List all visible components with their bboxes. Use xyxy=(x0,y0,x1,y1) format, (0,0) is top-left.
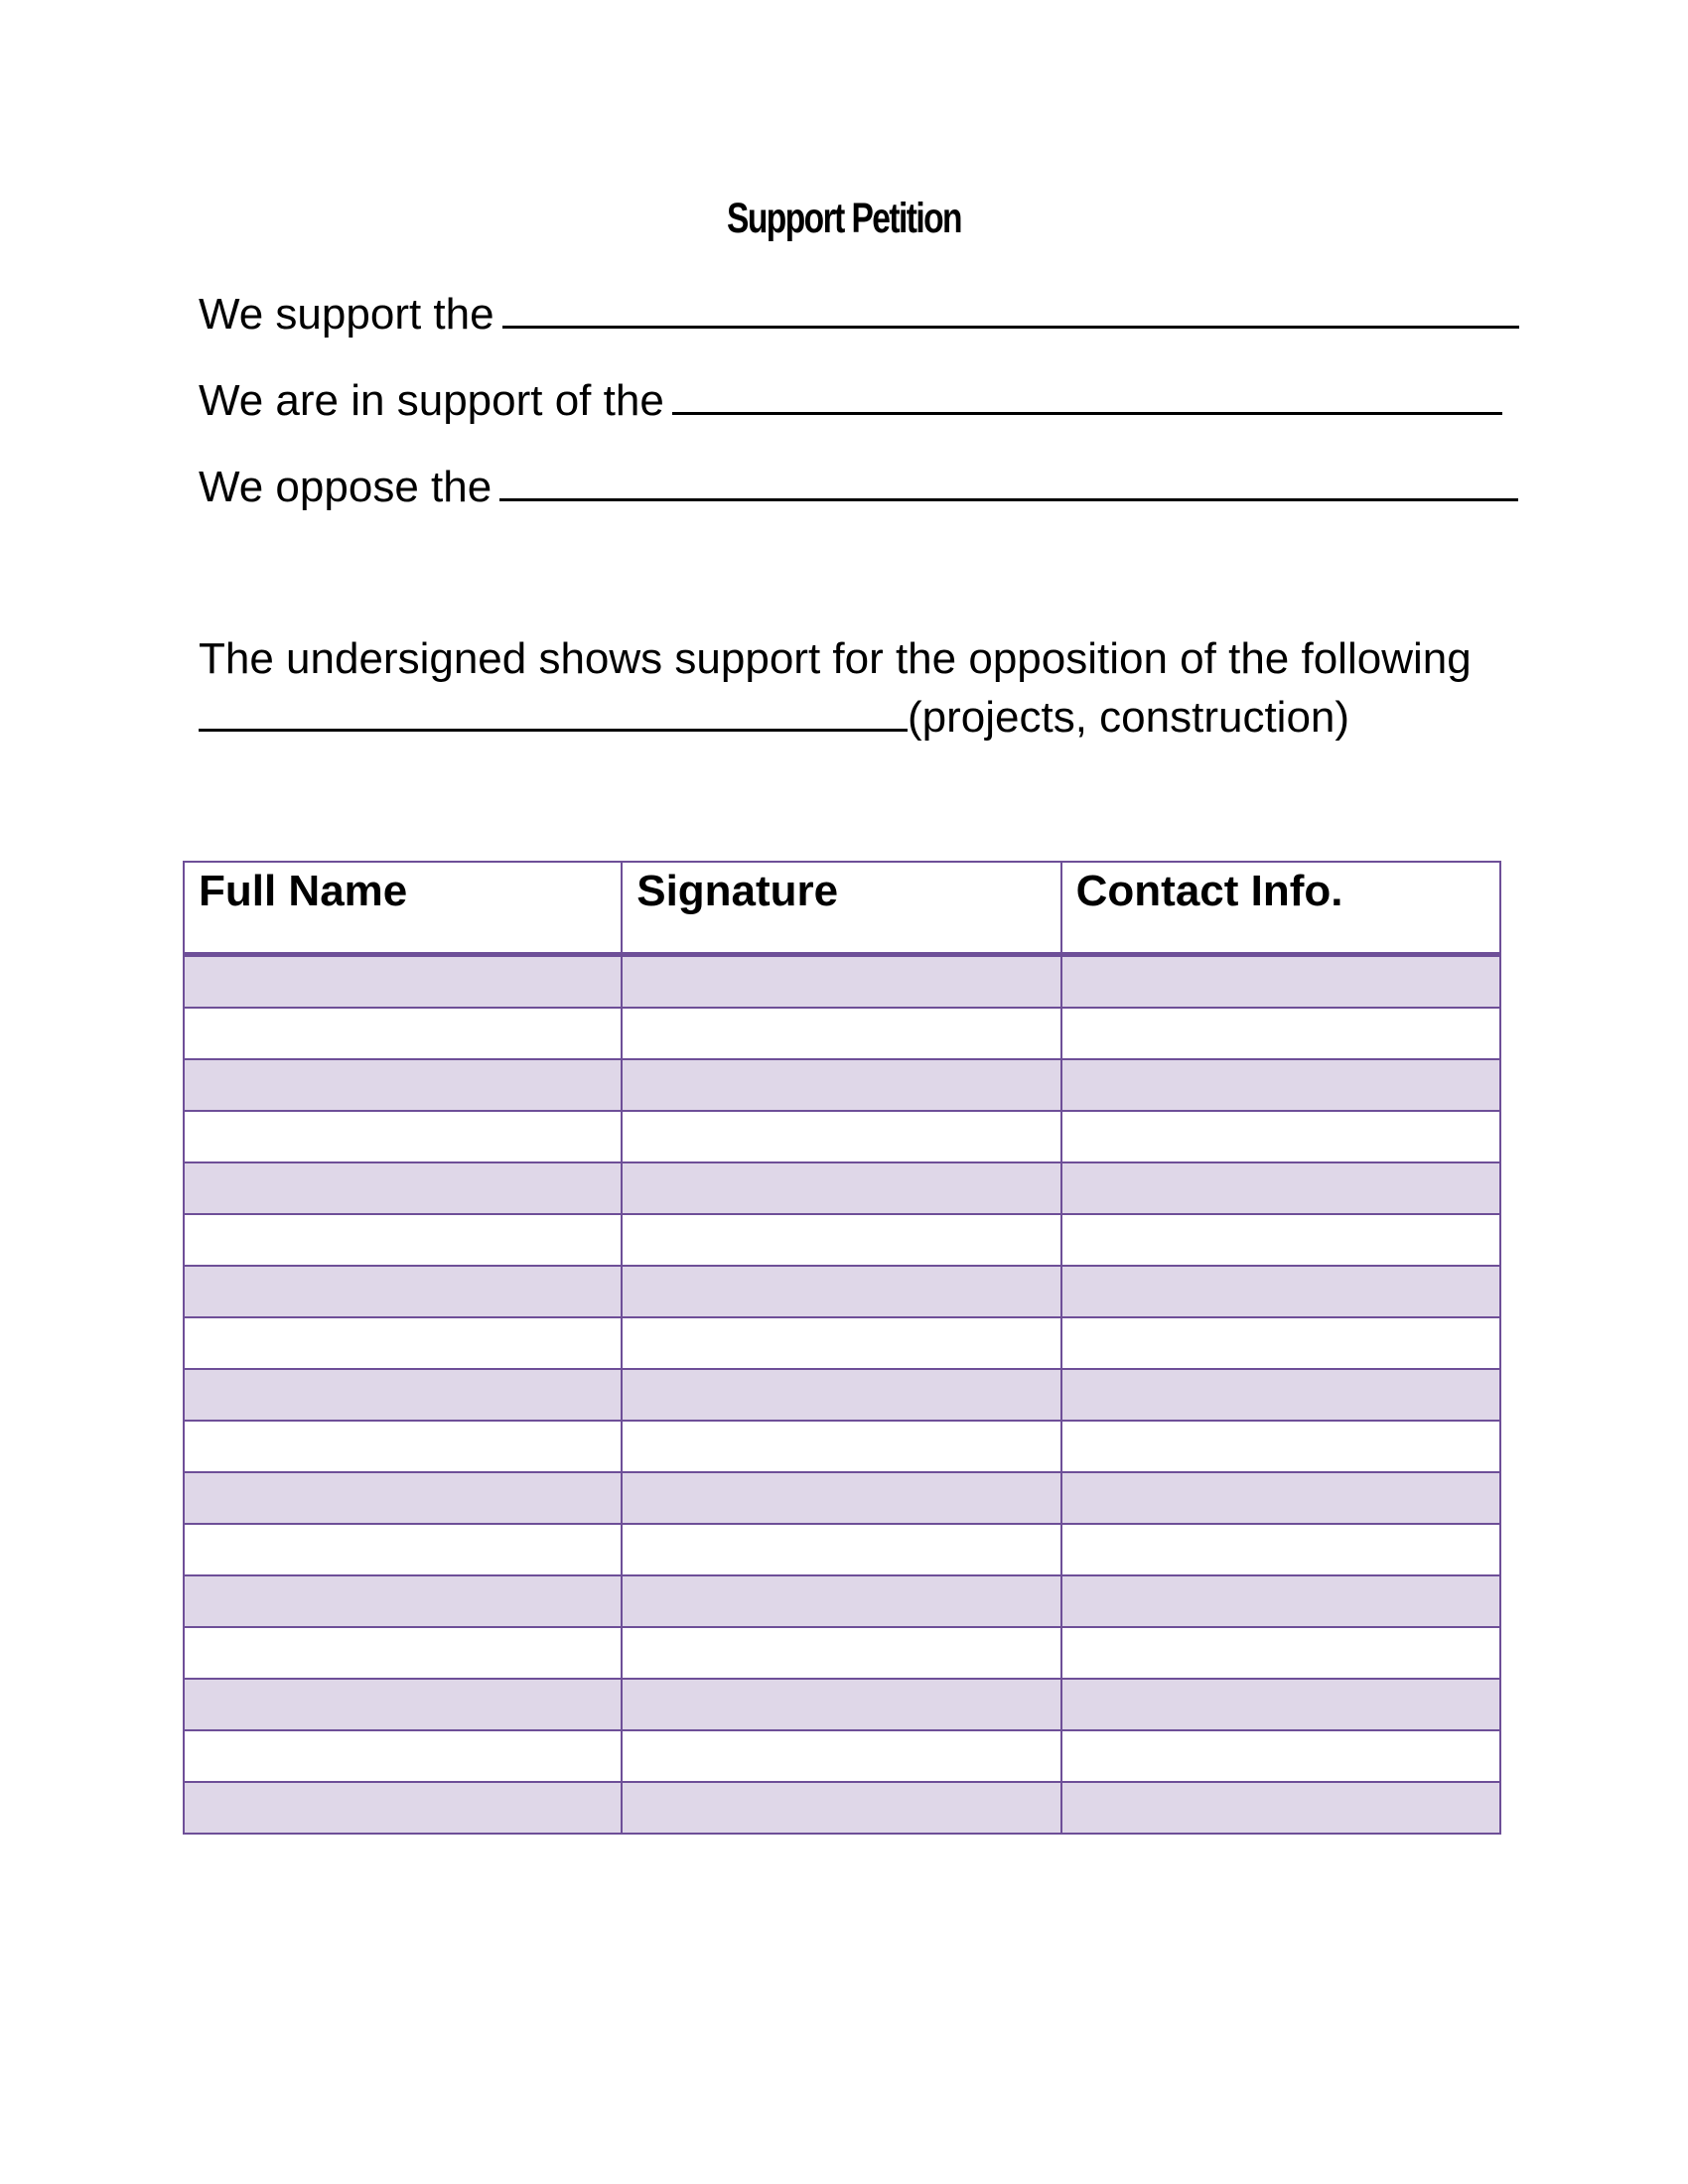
cell-signature[interactable] xyxy=(622,1730,1060,1782)
cell-contact-info[interactable] xyxy=(1061,1059,1500,1111)
oppose-blank-field[interactable] xyxy=(499,457,1518,501)
cell-contact-info[interactable] xyxy=(1061,1575,1500,1627)
cell-full-name[interactable] xyxy=(184,1214,622,1266)
cell-full-name[interactable] xyxy=(184,1472,622,1524)
signature-table xyxy=(183,861,1501,1835)
cell-contact-info[interactable] xyxy=(1061,1111,1500,1162)
cell-contact-info[interactable] xyxy=(1061,1627,1500,1679)
cell-full-name[interactable] xyxy=(184,1111,622,1162)
table-row xyxy=(184,1730,1500,1782)
cell-full-name[interactable] xyxy=(184,1730,622,1782)
project-blank-field[interactable] xyxy=(199,689,908,732)
cell-full-name[interactable] xyxy=(184,1317,622,1369)
table-row xyxy=(184,1782,1500,1834)
table-row xyxy=(184,1266,1500,1317)
table-row xyxy=(184,1472,1500,1524)
in-support-of-line-label: We are in support of the xyxy=(199,376,664,425)
table-row xyxy=(184,1679,1500,1730)
cell-signature[interactable] xyxy=(622,1679,1060,1730)
cell-signature[interactable] xyxy=(622,1111,1060,1162)
cell-full-name[interactable] xyxy=(184,955,622,1009)
table-row xyxy=(184,1317,1500,1369)
in-support-of-blank-field[interactable] xyxy=(672,370,1502,415)
cell-signature[interactable] xyxy=(622,1524,1060,1575)
column-header-signature: Signature xyxy=(622,862,1060,955)
cell-signature[interactable] xyxy=(622,1627,1060,1679)
cell-full-name[interactable] xyxy=(184,1162,622,1214)
cell-full-name[interactable] xyxy=(184,1627,622,1679)
cell-full-name[interactable] xyxy=(184,1575,622,1627)
table-row xyxy=(184,1059,1500,1111)
table-row xyxy=(184,1111,1500,1162)
cell-contact-info[interactable] xyxy=(1061,1524,1500,1575)
oppose-line-label: We oppose the xyxy=(199,463,492,511)
cell-contact-info[interactable] xyxy=(1061,955,1500,1009)
table-row xyxy=(184,1575,1500,1627)
support-blank-field[interactable] xyxy=(502,284,1519,329)
table-row xyxy=(184,1162,1500,1214)
table-header-row xyxy=(184,862,1500,955)
cell-contact-info[interactable] xyxy=(1061,1266,1500,1317)
table-row xyxy=(184,1524,1500,1575)
cell-contact-info[interactable] xyxy=(1061,1369,1500,1421)
cell-signature[interactable] xyxy=(622,1008,1060,1059)
table-body xyxy=(184,955,1500,1835)
cell-full-name[interactable] xyxy=(184,1421,622,1472)
cell-contact-info[interactable] xyxy=(1061,1162,1500,1214)
cell-signature[interactable] xyxy=(622,1575,1060,1627)
cell-signature[interactable] xyxy=(622,1421,1060,1472)
cell-full-name[interactable] xyxy=(184,1266,622,1317)
paragraph-suffix: (projects, construction) xyxy=(908,693,1350,742)
table-row xyxy=(184,1214,1500,1266)
undersigned-paragraph xyxy=(199,629,1509,747)
cell-signature[interactable] xyxy=(622,955,1060,1009)
cell-contact-info[interactable] xyxy=(1061,1317,1500,1369)
column-header-contact-info: Contact Info. xyxy=(1061,862,1500,955)
table-row xyxy=(184,1369,1500,1421)
cell-signature[interactable] xyxy=(622,1059,1060,1111)
cell-full-name[interactable] xyxy=(184,1679,622,1730)
cell-contact-info[interactable] xyxy=(1061,1679,1500,1730)
oppose-line xyxy=(199,457,1518,513)
paragraph-prefix: The undersigned shows support for the opposition of the following xyxy=(199,634,1472,683)
cell-signature[interactable] xyxy=(622,1369,1060,1421)
cell-contact-info[interactable] xyxy=(1061,1472,1500,1524)
table-row xyxy=(184,1627,1500,1679)
table-row xyxy=(184,1008,1500,1059)
in-support-of-line xyxy=(199,370,1502,427)
support-line xyxy=(199,284,1519,341)
cell-full-name[interactable] xyxy=(184,1369,622,1421)
cell-contact-info[interactable] xyxy=(1061,1782,1500,1834)
page-title: Support Petition xyxy=(727,195,961,242)
table-row xyxy=(184,1421,1500,1472)
column-header-full-name: Full Name xyxy=(184,862,622,955)
cell-full-name[interactable] xyxy=(184,1782,622,1834)
cell-full-name[interactable] xyxy=(184,1059,622,1111)
cell-contact-info[interactable] xyxy=(1061,1008,1500,1059)
cell-signature[interactable] xyxy=(622,1472,1060,1524)
cell-signature[interactable] xyxy=(622,1317,1060,1369)
cell-signature[interactable] xyxy=(622,1266,1060,1317)
cell-full-name[interactable] xyxy=(184,1008,622,1059)
support-line-label: We support the xyxy=(199,290,494,339)
cell-contact-info[interactable] xyxy=(1061,1421,1500,1472)
table-row xyxy=(184,955,1500,1009)
cell-contact-info[interactable] xyxy=(1061,1730,1500,1782)
cell-signature[interactable] xyxy=(622,1782,1060,1834)
cell-contact-info[interactable] xyxy=(1061,1214,1500,1266)
cell-signature[interactable] xyxy=(622,1162,1060,1214)
cell-signature[interactable] xyxy=(622,1214,1060,1266)
cell-full-name[interactable] xyxy=(184,1524,622,1575)
